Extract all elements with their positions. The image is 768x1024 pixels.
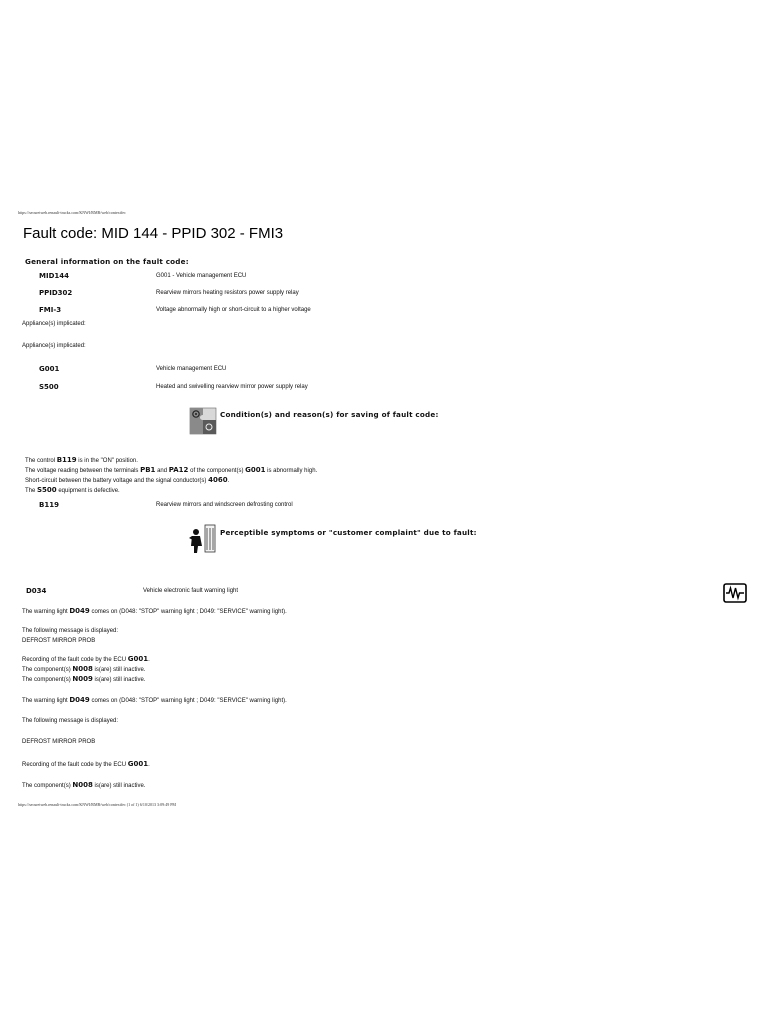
symptom-line: The component(s) N008 is(are) still inactive. — [22, 665, 146, 673]
appliances-label: Appliance(s) implicated: — [22, 321, 86, 327]
puzzle-gear-icon — [189, 407, 217, 435]
control-desc-b119: Rearview mirrors and windscreen defrosting control — [156, 502, 293, 508]
appliance-code-s500: S500 — [39, 383, 59, 391]
symptom-line: Recording of the fault code by the ECU G001. — [22, 655, 150, 663]
condition-line: The voltage reading between the terminals PB1 and PA12 of the component(s) G001 is abnormally high. — [25, 466, 318, 474]
footer-url: https://securetweb.renault-trucks.com/KNWI/RMB/web/contextfec (1 of 1) 6/10/2013 3:09:49 PM — [18, 802, 176, 807]
conditions-heading: Condition(s) and reason(s) for saving of fault code: — [220, 410, 439, 419]
header-url: https://securetweb.renault-trucks.com/KNWI/RMB/web/contextfec — [18, 210, 126, 215]
symptom-line: The warning light D049 comes on (D048: "STOP" warning light ; D049: "SERVICE" warning light). — [22, 607, 287, 615]
appliance-code-g001: G001 — [39, 365, 60, 373]
general-code-ppid: PPID302 — [39, 289, 73, 297]
general-desc-mid: G001 - Vehicle management ECU — [156, 273, 247, 279]
page-title: Fault code: MID 144 - PPID 302 - FMI3 — [23, 225, 284, 242]
condition-line: The S500 equipment is defective. — [25, 486, 120, 494]
appliance-desc-g001: Vehicle management ECU — [156, 366, 227, 372]
general-code-fmi: FMI-3 — [39, 306, 62, 314]
warning-light-icon — [723, 583, 747, 603]
symptom-line: The component(s) N008 is(are) still inactive. — [22, 781, 146, 789]
general-info-heading: General information on the fault code: — [25, 257, 189, 266]
general-desc-fmi: Voltage abnormally high or short-circuit to a higher voltage — [156, 307, 311, 313]
control-code-b119: B119 — [39, 501, 59, 509]
warning-code-d034: D034 — [26, 587, 47, 595]
warning-desc-d034: Vehicle electronic fault warning light — [143, 588, 239, 594]
appliance-desc-s500: Heated and swivelling rearview mirror power supply relay — [156, 384, 308, 390]
symptom-line: DEFROST MIRROR PROB — [22, 638, 96, 644]
symptom-line: DEFROST MIRROR PROB — [22, 739, 96, 745]
symptom-line: The following message is displayed: — [22, 628, 119, 634]
symptom-line: The warning light D049 comes on (D048: "STOP" warning light ; D049: "SERVICE" warning light). — [22, 696, 287, 704]
symptom-line: The component(s) N009 is(are) still inactive. — [22, 675, 146, 683]
general-desc-ppid: Rearview mirrors heating resistors power supply relay — [156, 290, 299, 296]
general-code-mid: MID144 — [39, 272, 69, 280]
symptoms-heading: Perceptible symptoms or "customer complaint" due to fault: — [220, 528, 477, 537]
condition-line: Short-circuit between the battery voltage and the signal conductor(s) 4060. — [25, 476, 230, 484]
mechanic-person-icon — [188, 524, 216, 554]
symptom-line: The following message is displayed: — [22, 718, 119, 724]
appliances-label: Appliance(s) implicated: — [22, 343, 86, 349]
symptom-line: Recording of the fault code by the ECU G001. — [22, 760, 150, 768]
condition-line: The control B119 is in the "ON" position. — [25, 456, 138, 464]
